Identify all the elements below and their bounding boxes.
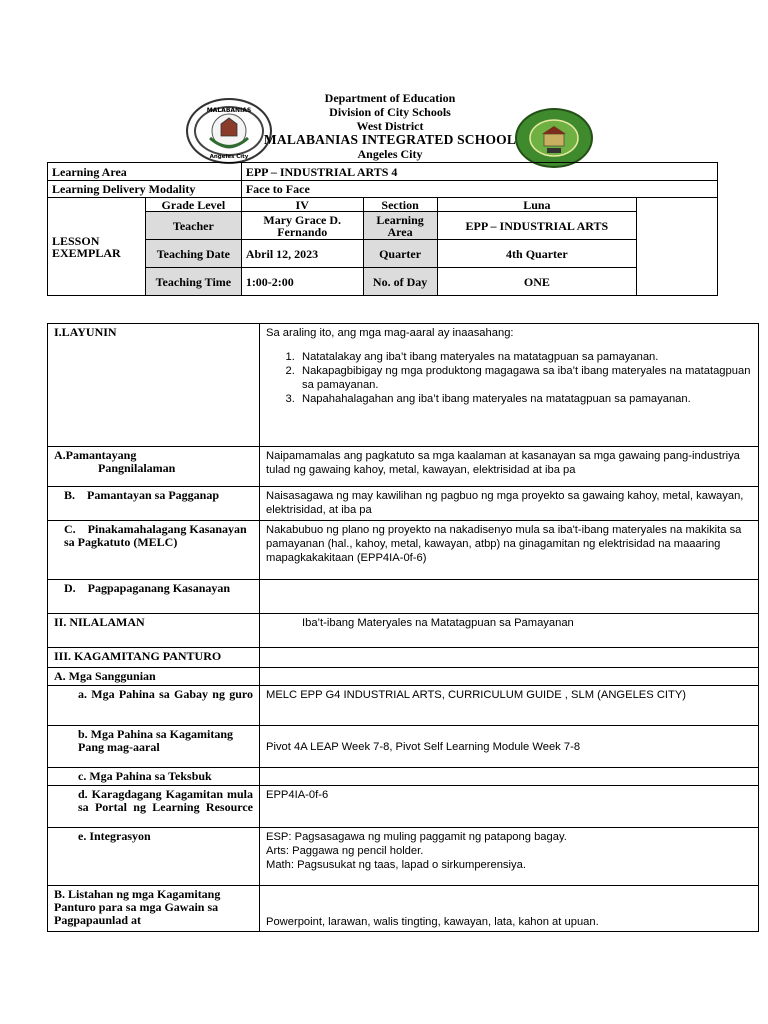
melc-text: Nakabubuo ng plano ng proyekto na nakadisenyo mula sa iba't-ibang materyales na makikita sa pamayanan (hal., kahoy, metal, kawayan, atbp) na ginagamitan ng elektrisidad na maaaring mapagkakakitaan (266, 524, 742, 564)
kagamitang-pang-mag-aaral-value: Pivot 4A LEAP Week 7-8, Pivot Self Learning Module Week 7-8 (260, 726, 759, 768)
layunin-label: I.LAYUNIN (48, 324, 260, 447)
empty-cell (260, 648, 759, 668)
teaching-time-value: 1:00-2:00 (241, 268, 363, 296)
info-row (48, 268, 718, 296)
layunin-intro: Sa araling ito, ang mga mag-aaral ay inaasahang: (266, 327, 514, 339)
table-row (48, 886, 759, 932)
karagdagang-kagamitan-value: EPP4IA-0f-6 (260, 786, 759, 828)
svg-text:MALABANIAS: MALABANIAS (206, 107, 252, 114)
table-row (48, 324, 759, 447)
melc-code: (EPP4IA-0f-6) (356, 552, 427, 564)
integrasyon-value (260, 828, 759, 886)
info-row (48, 212, 718, 240)
city-name: Angeles City (357, 147, 423, 161)
pagpapaganang-kasanayan-label: D. Pagpapaganang Kasanayan (48, 580, 260, 614)
no-of-day-label: No. of Day (363, 268, 437, 296)
nilalaman-value: Iba’t-ibang Materyales na Matatagpuan sa Pamayanan (260, 614, 759, 648)
modality-value: Face to Face (241, 181, 717, 198)
grade-level-label: Grade Level (145, 198, 241, 212)
melc-value (260, 521, 759, 580)
list-item: 3. Napahahalagahan ang iba’t ibang materyales na matatagpuan sa pamayanan. (298, 392, 752, 406)
teaching-time-label: Teaching Time (145, 268, 241, 296)
pamantayang-pangnilalaman-value: Naipamamalas ang pagkatuto sa mga kaalaman at kasanayan sa mga gawaing pang-industriya tulad ng gawaing kahoy, metal, kawayan, elektrisidad at iba pa (260, 447, 759, 487)
table-row (48, 580, 759, 614)
teksbuk-value (260, 768, 759, 786)
modality-label: Learning Delivery Modality (48, 181, 242, 198)
table-row (48, 648, 759, 668)
melc-label: C. Pinakamahalagang Kasanayan sa Pagkatuto (MELC) (48, 521, 260, 580)
integrasyon-line: ESP: Pagsasagawa ng muling paggamit ng patapong bagay. (266, 831, 567, 843)
listahan-value: Powerpoint, larawan, walis tingting, kawayan, lata, kahon at upuan. (260, 886, 759, 932)
pagpapaganang-kasanayan-value (260, 580, 759, 614)
table-row (48, 614, 759, 648)
kagamitang-pang-mag-aaral-label: b. Mga Pahina sa Kagamitang Pang mag-aaral (48, 726, 260, 768)
info-row (48, 198, 718, 212)
integrasyon-label: e. Integrasyon (48, 828, 260, 886)
quarter-value: 4th Quarter (437, 240, 637, 268)
pamantayan-sa-pagganap-value: Naisasagawa ng may kawilihan ng pagbuo ng mga proyekto sa gawaing kahoy, metal, kawayan, elektrisidad, at iba pa (260, 487, 759, 521)
division-name: Division of City Schools (329, 105, 451, 119)
list-item: 2. Nakapagbibigay ng mga produktong magagawa sa iba’t ibang materyales na matatagpuan sa pamayanan. (298, 364, 752, 392)
listahan-label: B. Listahan ng mga Kagamitang Panturo para sa mga Gawain sa Pagpapaunlad at (48, 886, 260, 932)
gabay-ng-guro-value: MELC EPP G4 INDUSTRIAL ARTS, CURRICULUM GUIDE , SLM (ANGELES CITY) (260, 686, 759, 726)
empty-cell (260, 668, 759, 686)
teacher-label: Teacher (145, 212, 241, 240)
layunin-content (260, 324, 759, 447)
lesson-exemplar-label: LESSON EXEMPLAR (48, 198, 146, 296)
lesson-info-table (47, 162, 718, 296)
table-row (48, 447, 759, 487)
integrasyon-line: Arts: Paggawa ng pencil holder. (266, 845, 424, 857)
table-row (48, 521, 759, 580)
department-name: Department of Education (324, 91, 456, 105)
info-row (48, 181, 718, 198)
pamantayang-pangnilalaman-label (48, 447, 260, 487)
label-line: A.Pamantayang (54, 448, 137, 462)
integrasyon-line: Math: Pagsusukat ng taas, lapad o sirkumperensiya. (266, 859, 526, 871)
section-label: Section (363, 198, 437, 212)
learning-area-2-value: EPP – INDUSTRIAL ARTS (437, 212, 637, 240)
kagamitang-panturo-label: III. KAGAMITANG PANTURO (48, 648, 260, 668)
quarter-label: Quarter (363, 240, 437, 268)
table-row (48, 487, 759, 521)
learning-area-value: EPP – INDUSTRIAL ARTS 4 (241, 163, 717, 181)
teacher-value: Mary Grace D. Fernando (241, 212, 363, 240)
table-row (48, 686, 759, 726)
list-item: 1. Natatalakay ang iba’t ibang materyales na matatagpuan sa pamayanan. (298, 350, 752, 364)
district-name: West District (356, 119, 424, 133)
mga-sanggunian-label: A. Mga Sanggunian (48, 668, 260, 686)
svg-text:Angeles City: Angeles City (209, 154, 249, 160)
label-line: Pangnilalaman (98, 461, 176, 475)
table-row (48, 768, 759, 786)
no-of-day-value: ONE (437, 268, 637, 296)
document-header (230, 91, 550, 161)
learning-area-2-label: Learning Area (363, 212, 437, 240)
table-row (48, 828, 759, 886)
table-row (48, 668, 759, 686)
learning-area-label: Learning Area (48, 163, 242, 181)
info-row (48, 163, 718, 181)
empty-cell (637, 198, 718, 296)
karagdagang-kagamitan-label: d. Karagdagang Kagamitan mula sa Portal ng Learning Resource (48, 786, 260, 828)
school-name: MALABANIAS INTEGRATED SCHOOL (263, 132, 517, 147)
grade-level-value: IV (241, 198, 363, 212)
teaching-date-label: Teaching Date (145, 240, 241, 268)
info-row (48, 240, 718, 268)
section-value: Luna (437, 198, 637, 212)
table-row (48, 726, 759, 768)
layunin-list (266, 350, 752, 406)
lesson-plan-table (47, 323, 759, 932)
teksbuk-label: c. Mga Pahina sa Teksbuk (48, 768, 260, 786)
gabay-ng-guro-label: a. Mga Pahina sa Gabay ng guro (48, 686, 260, 726)
teaching-date-value: Abril 12, 2023 (241, 240, 363, 268)
pamantayan-sa-pagganap-label: B. Pamantayan sa Pagganap (48, 487, 260, 521)
nilalaman-label: II. NILALAMAN (48, 614, 260, 648)
table-row (48, 786, 759, 828)
